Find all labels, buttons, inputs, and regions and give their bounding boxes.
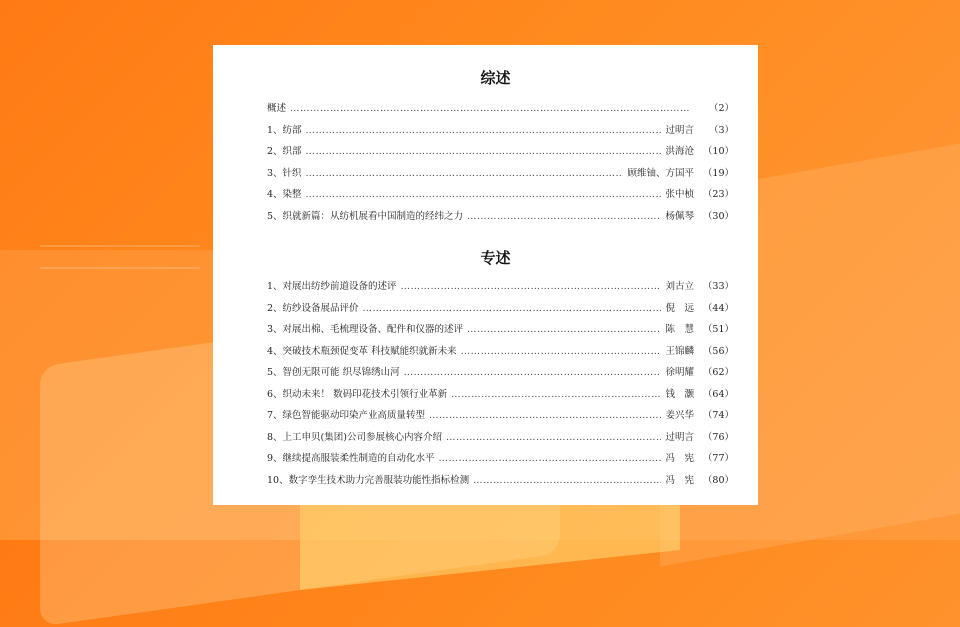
toc-entry-author: 顾维铀、方国平	[627, 167, 694, 179]
toc-entry[interactable]	[267, 141, 734, 163]
toc-entry[interactable]	[267, 184, 734, 206]
section-title-special: 专述	[480, 249, 511, 267]
toc-entry-author: 杨佩琴	[665, 210, 694, 222]
toc-leader-dots	[439, 448, 662, 470]
toc-entry-title: 2、织部	[267, 146, 302, 157]
toc-leader-dots	[306, 141, 662, 163]
toc-leader-dots	[451, 384, 661, 406]
toc-entry[interactable]	[267, 470, 734, 492]
overview-list	[267, 98, 734, 227]
toc-entry[interactable]	[267, 98, 734, 120]
toc-leader-dots	[404, 362, 662, 384]
toc-entry-page: （56）	[702, 345, 734, 357]
toc-entry-title: 概述	[267, 103, 287, 114]
toc-entry-author: 洪海沧	[665, 146, 694, 157]
toc-leader-dots	[429, 405, 661, 427]
toc-leader-dots	[290, 98, 690, 120]
toc-entry[interactable]	[267, 298, 734, 320]
toc-entry-title: 3、对展出棉、毛梳理设备、配件和仪器的述评	[267, 324, 464, 335]
toc-entry-author: 钱 灏	[665, 388, 694, 400]
toc-entry[interactable]	[267, 448, 734, 470]
toc-entry-page: （2）	[708, 103, 734, 114]
toc-leader-dots	[473, 470, 661, 492]
toc-entry-page: （80）	[702, 474, 734, 486]
toc-entry-page: （19）	[702, 167, 734, 179]
toc-entry-title: 8、上工申贝(集团)公司参展核心内容介绍	[267, 431, 442, 443]
toc-entry-page: （33）	[702, 281, 734, 292]
toc-entry-title: 10、数字孪生技术助力完善服装功能性指标检测	[267, 474, 470, 486]
toc-entry[interactable]	[267, 427, 734, 449]
toc-leader-dots	[446, 427, 662, 449]
toc-entry-page: （62）	[702, 367, 734, 378]
toc-leader-dots	[306, 163, 624, 185]
background-lines	[40, 245, 200, 269]
toc-entry-author: 姜兴华	[665, 410, 694, 421]
toc-entry-page: （30）	[702, 210, 734, 222]
toc-entry-author: 过明言	[665, 431, 694, 443]
toc-leader-dots	[363, 298, 662, 320]
toc-entry-page: （3）	[708, 124, 734, 136]
toc-leader-dots	[306, 184, 662, 206]
toc-entry[interactable]	[267, 319, 734, 341]
toc-entry[interactable]	[267, 120, 734, 142]
toc-entry-author: 张中桢	[665, 189, 694, 200]
toc-entry-author: 陈 慧	[665, 324, 694, 335]
toc-entry[interactable]	[267, 276, 734, 298]
toc-entry-page: （74）	[702, 410, 734, 421]
toc-entry-title: 9、继续提高服装柔性制造的自动化水平	[267, 453, 435, 464]
toc-entry-title: 2、纺纱设备展品评价	[267, 302, 359, 314]
toc-entry[interactable]	[267, 405, 734, 427]
toc-entry-title: 6、织动未来！ 数码印花技术引领行业革新	[267, 388, 448, 400]
toc-entry-page: （76）	[702, 431, 734, 443]
toc-leader-dots	[306, 120, 662, 142]
toc-leader-dots	[401, 276, 662, 298]
toc-entry-author: 冯 宪	[665, 474, 694, 486]
toc-leader-dots	[461, 341, 662, 363]
toc-entry-author: 王锦麟	[665, 345, 694, 357]
table-of-contents-page	[213, 45, 758, 505]
toc-entry[interactable]	[267, 163, 734, 185]
toc-entry[interactable]	[267, 206, 734, 228]
toc-entry-page: （64）	[702, 388, 734, 400]
toc-entry-page: （23）	[702, 189, 734, 200]
toc-entry-author: 倪 远	[665, 302, 694, 314]
toc-entry-page: （51）	[702, 324, 734, 335]
toc-entry-page: （10）	[702, 146, 734, 157]
toc-entry-title: 5、智创无限可能 织尽锦绣山河	[267, 367, 400, 378]
toc-entry-author: 徐明耀	[665, 367, 694, 378]
special-list	[267, 276, 734, 491]
toc-entry-title: 5、织就新篇：从纺机展看中国制造的经纬之力	[267, 210, 464, 222]
toc-entry-author: 冯 宪	[665, 453, 694, 464]
toc-entry-title: 7、绿色智能驱动印染产业高质量转型	[267, 410, 426, 421]
toc-entry-page: （44）	[702, 302, 734, 314]
toc-entry-title: 1、纺部	[267, 124, 302, 136]
toc-entry[interactable]	[267, 384, 734, 406]
section-title-overview: 综述	[480, 69, 511, 87]
toc-entry-author: 刘古立	[665, 281, 694, 292]
toc-leader-dots	[467, 319, 661, 341]
toc-entry-title: 3、针织	[267, 167, 302, 179]
toc-entry-title: 4、突破技术瓶颈促变革 科技赋能织就新未来	[267, 345, 457, 357]
toc-entry-author: 过明言	[665, 124, 694, 136]
toc-entry[interactable]	[267, 341, 734, 363]
toc-entry-title: 4、染整	[267, 189, 302, 200]
toc-entry[interactable]	[267, 362, 734, 384]
toc-entry-title: 1、对展出纺纱前道设备的述评	[267, 281, 397, 292]
toc-leader-dots	[467, 206, 661, 228]
toc-entry-page: （77）	[702, 453, 734, 464]
